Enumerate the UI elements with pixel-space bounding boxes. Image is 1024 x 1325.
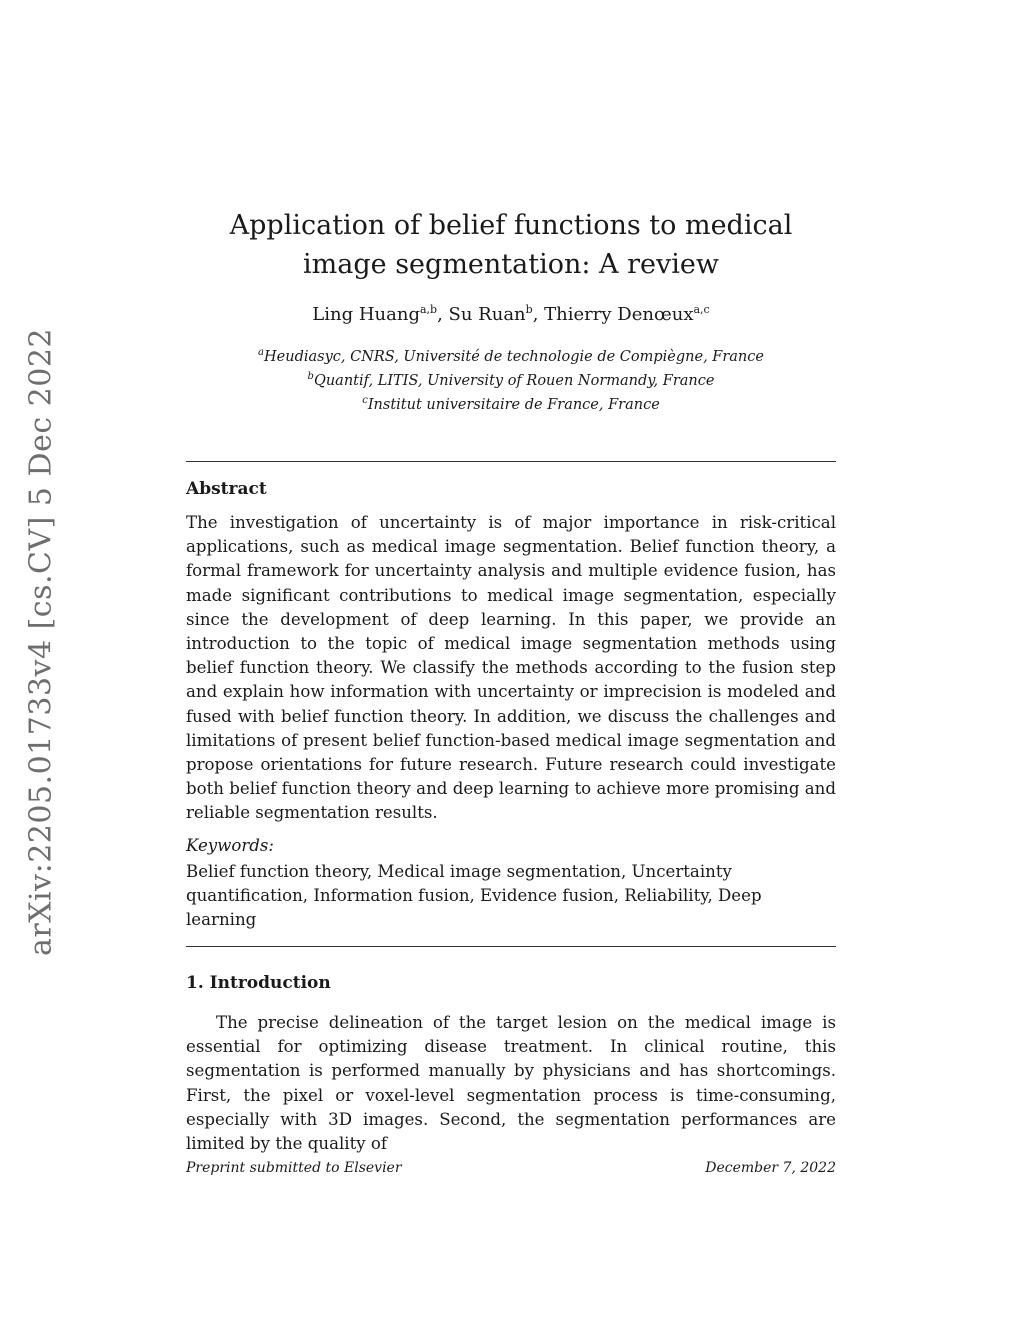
- abstract-bottom-rule: [186, 946, 836, 947]
- author-name: Thierry Denœux: [544, 304, 694, 325]
- author-affil-mark: b: [525, 303, 533, 316]
- author-list: Ling Huang$^{a,b}$, Su Ruan$^b$, Thierry Denœux$^{a,c}$: [312, 303, 710, 325]
- author-name: Su Ruan: [448, 304, 526, 325]
- author-affil-mark: a,c: [693, 303, 710, 316]
- paper-title: Application of belief functions to medical image segmentation: A review: [229, 210, 793, 280]
- abstract-body: The investigation of uncertainty is of major importance in risk-critical applications, such as medical image segmentation. Belief function theory, a formal framework for uncertainty analysis and multiple evidence fusion, has made significant contributions to medical image segmentation, especially since the development of deep learning. In this paper, we provide an introduction to the topic of medical image segmentation methods using belief function theory. We classify the methods according to the fusion step and explain how information with uncertainty or imprecision is modeled and fused with belief function theory. In addition, we discuss the challenges and limitations of present belief function-based medical image segmentation and propose orientations for future research. Future research could investigate both belief function theory and deep learning to achieve more promising and reliable segmentation results.: [186, 513, 836, 823]
- introduction-body: The precise delineation of the target lesion on the medical image is essential for optimizing disease treatment. In clinical routine, this segmentation is performed manually by physicians and has shortcomings. First, the pixel or voxel-level segmentation process is time-consuming, especially with 3D images. Second, the segmentation performances are limited by the quality of: [186, 1013, 836, 1154]
- footer-date: December 7, 2022: [705, 1160, 836, 1176]
- affiliation-line: $^b$Quantif, LITIS, University of Rouen Normandy, France: [307, 370, 715, 389]
- arxiv-identifier: arXiv:2205.01733v4 [cs.CV] 5 Dec 2022: [23, 327, 59, 957]
- author-name: Ling Huang: [312, 304, 420, 325]
- affiliation-line: $^c$Institut universitaire de France, France: [362, 394, 660, 413]
- affiliations: [186, 343, 836, 414]
- introduction-heading: 1. Introduction: [186, 973, 331, 993]
- author-affil-mark: a,b: [419, 303, 438, 316]
- keywords-label: Keywords:: [186, 836, 275, 855]
- abstract-heading: Abstract: [186, 479, 267, 499]
- affiliation-line: $^a$Heudiasyc, CNRS, Université de technologie de Compiègne, France: [258, 347, 764, 365]
- abstract-top-rule: [186, 461, 836, 462]
- footer-submission-note: Preprint submitted to Elsevier: [186, 1160, 402, 1176]
- keywords-list: Belief function theory, Medical image segmentation, Uncertainty quantification, Information fusion, Evidence fusion, Reliability, Deep learning: [186, 862, 762, 930]
